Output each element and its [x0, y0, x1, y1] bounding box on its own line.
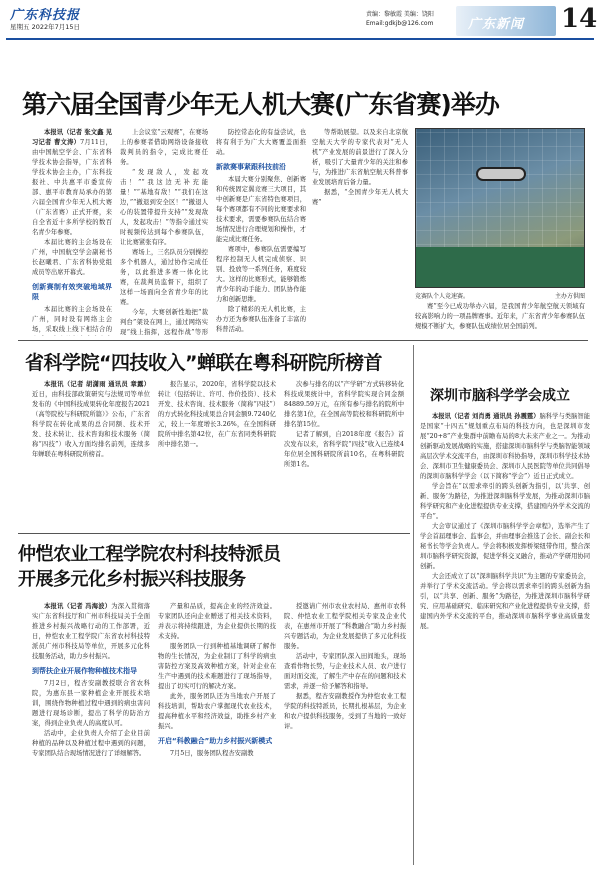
paragraph-text: 7月2日，程杏安副教授联合省农科院，为惠东县一家种植企业开展技术培训，围绕作物种植过程中遇到的病虫害问题进行现场诊断，提出了科学的防治方案，得到企业负责人的高度认可。	[32, 680, 150, 727]
section-divider	[18, 340, 588, 341]
paragraph	[420, 572, 590, 632]
lead-column-4	[312, 128, 408, 336]
drone-icon	[476, 167, 526, 181]
paragraph	[420, 412, 590, 482]
story2-column-3	[284, 380, 404, 528]
paragraph-text: 活动中，企业负责人介绍了企业目前种植的品种以及种植过程中遇到的问题，专家团队结合现场情况进行了详细解答。	[32, 730, 150, 757]
paragraph-text: 大会审议通过了《深圳市脑科学学会章程》，选举产生了学会首届理事会、监事会，并由理事会推选了会长、副会长和秘书长等学会负责人。学会将积极发挥桥梁纽带作用，整合深圳市脑科学研究资源，促进学科交叉融合，推动产学研用协同创新。	[420, 523, 590, 570]
paragraph	[216, 128, 306, 158]
paragraph	[420, 482, 590, 522]
paragraph-text: 本届大赛分别聚焦、创新赛和传统固定翼竞赛三大项目，其中创新赛是广东省特色赛项目，每个赛项都有不同的比赛要求和技术要求，需要参赛队伍结合赛场情况进行合理规划和操作，才能完成比赛任务。	[216, 176, 306, 243]
paragraph	[32, 305, 112, 336]
photo-credit: 主办方供图	[554, 293, 585, 300]
page-number: 14	[561, 4, 598, 34]
paragraph	[32, 679, 150, 729]
paragraph	[32, 602, 150, 662]
paragraph-text: 除了精彩的无人机比赛，主办方还为参赛队伍准备了丰富的科普活动。	[216, 306, 306, 333]
paragraph	[32, 729, 150, 759]
column-divider	[413, 345, 414, 865]
lead-column-2	[120, 128, 208, 336]
story3-column-2	[158, 602, 276, 867]
paragraph	[32, 128, 112, 238]
paragraph	[284, 602, 406, 652]
byline: 本报讯（记者 张文鑫 见习记者 曹文涛）	[32, 129, 112, 146]
subheading: 创新赛制有效突破地域界限	[32, 283, 112, 301]
paragraph	[32, 380, 150, 460]
paragraph	[158, 642, 276, 692]
paragraph-text: 产量和品质，提高企业的经济效益。专家团队还向企业赠送了相关技术资料，并表示将持续跟进，为企业提供长期的技术支持。	[158, 603, 276, 640]
subheading: 新款赛事紧跟科技前沿	[216, 163, 286, 171]
subheading: 开启“科教融合”助力乡村振兴新模式	[158, 737, 273, 745]
paragraph-text: 活动中，专家团队深入田间地头，现场查看作物长势，与企业技术人员、农户进行面对面交流，了解生产中存在的问题和技术需求，并逐一给予解答和指导。	[284, 653, 406, 690]
paragraph	[312, 128, 408, 188]
paragraph-text: 上会议室“云观赛”，在赛场上的参赛者借助网络设备接收裁判员的指令，完成比赛任务。	[120, 129, 208, 166]
paragraph-text: 本届比赛的主会场设在广州，中国航空学会副秘书长赵曦君、广东省科协党组成员等出席开幕式。	[32, 239, 112, 276]
story3-headline-line2: 开展多元化乡村振兴科技服务	[18, 569, 246, 590]
story4-column-1	[420, 412, 590, 867]
story3-column-3	[284, 602, 406, 867]
paragraph-text: 学会旨在“以需求牵引的跨头创新为指引，以‘共享、创新、服务’为路径，为推进深圳脑科学发展，为推动深圳市脑科学研究和产业化进程提供专业支撑，搭建国内外学术交流的平台”。	[420, 483, 590, 520]
paragraph	[216, 175, 306, 245]
photo-floor	[416, 247, 584, 287]
paragraph-text: 据悉，程杏安副教授作为仲恺农业工程学院的科技特派员，长期扎根基层，为企业和农户提供科技服务，受到了当地的一致好评。	[284, 693, 406, 730]
paragraph-text: 7月5日，服务团队程杏安副教	[170, 750, 254, 757]
paragraph	[120, 168, 208, 248]
publication-date: 星期五 2022年7月15日	[10, 23, 81, 31]
lead-headline: 第六届全国青少年无人机大赛(广东省赛)举办	[22, 90, 499, 119]
paragraph	[216, 245, 306, 305]
paragraph	[284, 652, 406, 692]
story3-headline-line1: 仲恺农业工程学院农村科技特派员	[18, 544, 281, 565]
newspaper-logo: 广东科技报	[10, 8, 81, 23]
paragraph	[120, 248, 208, 308]
paragraph-text: 赛”至今已成功举办六届，是我国青少年航空航天领域有较高影响力的一项品牌赛事。近年来，广东省青少年参赛队伍规模不断扩大，参赛队伍成绩位居全国前列。	[415, 303, 585, 330]
paragraph	[158, 692, 276, 732]
paragraph	[284, 430, 404, 470]
story2-headline: 省科学院“四技收入”蝉联在粤科研院所榜首	[25, 352, 382, 374]
paragraph-text: 次参与排名的以“产学研”方式转移转化科技成果统计中，省科学院实现合同金额84889.59万元，在所有参与排名的院所中排名第1位，在全国高等院校和科研院所中排名第15位。	[284, 381, 404, 428]
paragraph-text: 授邀请广州市农业农村局、惠州市农科院、仲恺农业工程学院相关专家及企业代表，在惠州市开展了“科教融合”助力乡村振兴专题活动，为企业发展提供了多元化科技服务。	[284, 603, 406, 650]
story2-column-1	[32, 380, 150, 528]
paragraph-text: 7月11日，由中国航空学会、广东省科学技术协会指导，广东省科学技术协会主办，广东科技报社、中共惠平市委宣传部、惠平市教育局承办的第六届全国青少年无人机大赛（广东省赛）正式开赛，来自全省近十多所学校的数百名青少年参赛。	[32, 139, 112, 236]
paragraph	[120, 308, 208, 336]
lead-column-1	[32, 128, 112, 336]
byline: 本报讯（记者 冯海波）	[44, 603, 112, 610]
photo-caption: 竞赛队个人竞速赛。	[415, 293, 470, 300]
paragraph-text: 据悉，“全国青少年无人机大赛”	[312, 189, 408, 206]
paragraph-text: 大会还成立了以“深圳脑科学共识”为主题的专家委员会，并举行了学术交流活动。学会将以需求牵引的跨头创新为指引，以“共享、创新、服务”为路径，为推进深圳市脑科学研究、应用基础研究、临床研究和产业化进程提供专业支撑，搭建国内外学术交流的平台，推动深圳市脑科学事业高质量发展。	[420, 573, 590, 630]
subheading: 到帮扶企业开展作物种植技术指导	[32, 667, 137, 675]
email-line: Email:gdkjb@126.com	[366, 20, 434, 27]
paragraph	[420, 522, 590, 572]
story2-column-2	[158, 380, 276, 528]
paragraph-text: 赛场上，三名队员分别操控多个机器人，通过协作完成任务，以此推进多赛一体化比赛，在裁判员监督下，组织了这样一场面向全省青少年的比赛。	[120, 249, 208, 306]
drone-race-photo	[415, 128, 585, 288]
paragraph-text: 等帮助展望。以及来自北京航空航天大学的专家代表对“无人机”产业发展的前景进行了深入分析，吸引了大量青少年的关注和参与，为推进广东省航空航天科普事业发展培育后备力量。	[312, 129, 408, 186]
paragraph-text: “发现敌人，发起攻击！”“我这边无补充能量！”“基地有敌！”“我们在这边，”“撤退到安全区！”“撤退人心的装置带提升支持”“发现敌人，发起攻击！”等指令通过实时视频传达到每个参赛队伍，让比赛紧张有序。	[120, 169, 208, 246]
paragraph-text: 赛项中，参赛队伍需要编写程序控制无人机完成侦察、识别、投放等一系列任务，难度较大。这样的比赛形式，能够锻炼青少年的动手能力、团队协作能力和创新思维。	[216, 246, 306, 303]
byline: 本报讯（记者 刘肖勇 通讯员 孙震霆）	[432, 413, 540, 420]
lead-column-5	[415, 302, 585, 336]
paragraph-text: 本届比赛的主会场设在广州，同时设有网络主会场，采取线上线下相结合的	[32, 306, 112, 333]
paragraph-text: 此外，服务团队还为当地农户开展了科技培训，帮助农户掌握现代农业技术，提高种植水平和经济效益，助推乡村产业振兴。	[158, 693, 276, 730]
paragraph	[158, 380, 276, 450]
paragraph	[158, 749, 276, 759]
paragraph	[216, 305, 306, 335]
paragraph	[312, 188, 408, 208]
story3-column-1	[32, 602, 150, 867]
paragraph-text: 服务团队一行到种植基地调研了解作物的生长情况，为企业制订了科学的病虫害防控方案及高效种植方案，针对企业在生产中遇到的技术难题进行了现场指导，提出了切实可行的解决方案。	[158, 643, 276, 690]
paragraph-text: 记者了解到，自2018年度《报告》首次发布以来，省科学院“四技”收入已连续4年位居全国科研院所前10名，在粤科研院所第1名。	[284, 431, 404, 468]
byline: 本报讯（记者 胡潇雨 通讯员 章露）	[44, 381, 150, 388]
paragraph	[32, 238, 112, 278]
paragraph-text: 报告显示，2020年，省科学院以技术转让（包括转让、许可、作价投资）、技术开发、技术咨询、技术服务（简称“四技”）的方式转化科技成果总合同金额9.7240亿元，较上一年度增长3.26%，在全国科研院所中排名第42位，在广东省同类科研院所中排名第一。	[158, 381, 276, 448]
paragraph	[284, 380, 404, 430]
section-name: 广东新闻	[468, 17, 525, 32]
photo-caption-row	[415, 291, 585, 300]
paragraph-text: 近日，由科技部政策研究与法规司等单位发布的《中国科技成果转化年度报告2021（高等院校与科研院所篇）》公布，广东省科学院在转化成果的总合同额、技术开发、技术转让、技术咨询和技术服务（简称“四技”）收入方面均排名前列，连续多年蝉联在粤科研院所榜首。	[32, 391, 150, 458]
editor-line: 责编：黎敏霞 美编：饶阳	[366, 11, 434, 18]
lead-column-3	[216, 128, 306, 336]
paragraph-text: 为深入贯彻落实广东省科技厅和广州市科技局关于全面推进乡村振兴战略行动的工作部署，近日，仲恺农业工程学院广东省农村科技特派员广州市科技局等单位，开展多元化科技服务活动，助力乡村振兴。	[32, 603, 150, 660]
paragraph-text: 脑科学与类脑智能是国家“十四五”规划重点布局的科技方向，也是深圳市发展“20+8”产业集群中前瞻布局的8大未来产业之一。为推动创新驱动发展战略的实施，搭建深圳市脑科学与类脑智能领域高层次学术交流平台，由深圳市科协指导，深圳市科学技术协会、深圳市卫生健康委员会、深圳市人民医院等单位共同倡导的深圳市脑科学学会（以下简称“学会”）近日正式成立。	[420, 413, 590, 480]
paragraph-text: 今年，大赛创新性地把“裁判台”架设在网上，通过网络实现“线上指挥，远程作战”等形	[120, 309, 208, 336]
story4-headline: 深圳市脑科学学会成立	[430, 388, 570, 404]
paragraph-text: 防控常态化的有益尝试，也将有利于为广大大赛覆盖面推动。	[216, 129, 306, 156]
editor-credits	[366, 10, 434, 28]
paragraph	[415, 302, 585, 332]
paragraph	[120, 128, 208, 168]
masthead	[6, 4, 598, 42]
paragraph	[158, 602, 276, 642]
paragraph	[284, 692, 406, 732]
masthead-rule	[6, 38, 594, 40]
story-divider	[18, 533, 410, 534]
